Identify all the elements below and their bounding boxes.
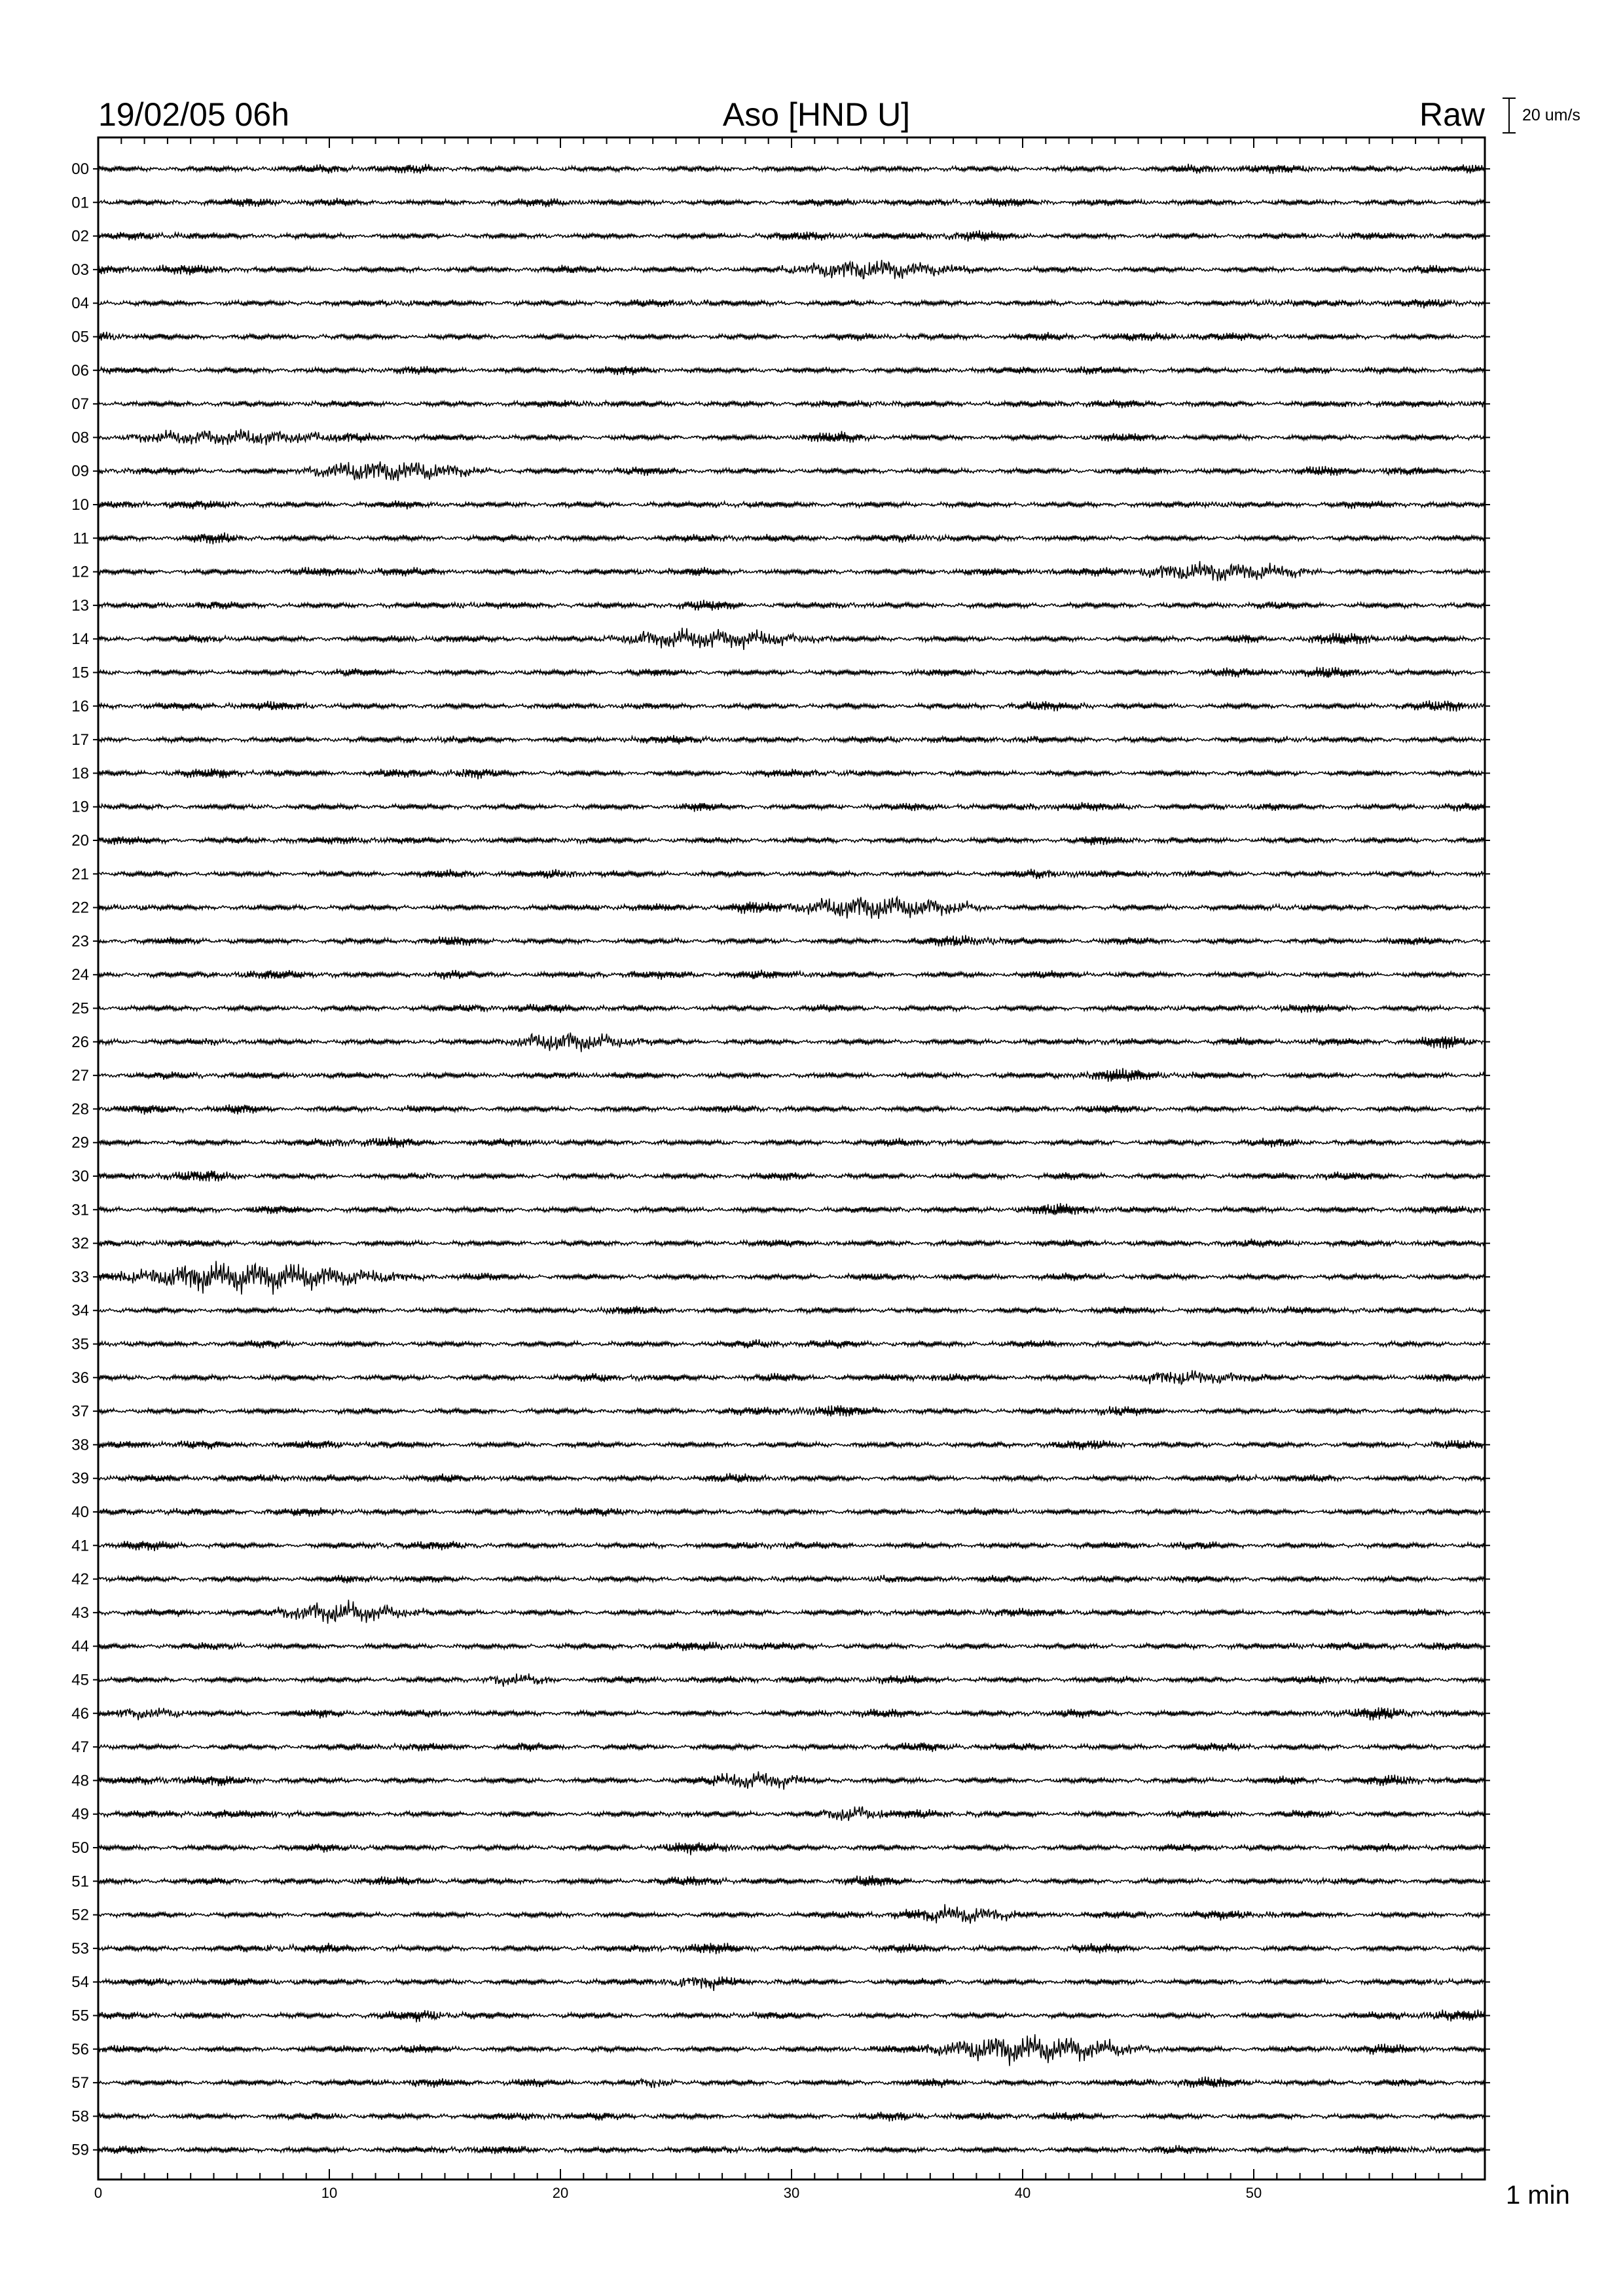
row-label: 32 xyxy=(71,1234,89,1253)
x-tick-label: 50 xyxy=(1245,2185,1262,2201)
row-label: 56 xyxy=(71,2040,89,2058)
row-label: 54 xyxy=(71,1973,89,1992)
trace-row xyxy=(98,1261,1485,1295)
trace-row xyxy=(98,2077,1485,2089)
row-label: 43 xyxy=(71,1604,89,1622)
row-label: 33 xyxy=(71,1268,89,1286)
row-label: 13 xyxy=(71,596,89,615)
trace-row xyxy=(98,399,1485,408)
trace-row xyxy=(98,366,1485,375)
trace-row xyxy=(98,1600,1485,1624)
trace-row xyxy=(98,1339,1485,1348)
row-label: 23 xyxy=(71,932,89,950)
trace-row xyxy=(98,461,1485,481)
tick-marks-path xyxy=(93,137,1490,2179)
row-label: 50 xyxy=(71,1839,89,1857)
trace-row xyxy=(98,1137,1485,1149)
trace-row xyxy=(98,1977,1485,1991)
trace-row xyxy=(98,1708,1485,1721)
row-label: 08 xyxy=(71,429,89,447)
trace-row xyxy=(98,2034,1485,2066)
trace-row xyxy=(98,1306,1485,1314)
trace-row xyxy=(98,600,1485,611)
trace-row xyxy=(98,869,1485,879)
row-label: 07 xyxy=(71,395,89,414)
trace-row xyxy=(98,2145,1485,2155)
row-label: 44 xyxy=(71,1638,89,1656)
row-label: 04 xyxy=(71,295,89,313)
trace-row xyxy=(98,1440,1485,1450)
trace-row xyxy=(98,1904,1485,1924)
row-label: 14 xyxy=(71,630,89,649)
x-tick-label: 20 xyxy=(552,2185,569,2201)
x-tick-label: 40 xyxy=(1014,2185,1031,2201)
trace-row xyxy=(98,836,1485,846)
trace-row xyxy=(98,1473,1485,1483)
datetime-label: 19/02/05 06h xyxy=(98,96,289,133)
trace-row xyxy=(98,1507,1485,1516)
x-tick-label: 30 xyxy=(783,2185,800,2201)
row-label: 01 xyxy=(71,194,89,212)
row-label: 59 xyxy=(71,2141,89,2159)
row-label: 09 xyxy=(71,462,89,480)
row-label: 20 xyxy=(71,832,89,850)
trace-row xyxy=(98,1943,1485,1954)
row-label: 02 xyxy=(71,227,89,245)
row-label: 15 xyxy=(71,664,89,682)
trace-row xyxy=(98,1541,1485,1551)
row-label: 19 xyxy=(71,798,89,816)
trace-row xyxy=(98,1405,1485,1416)
trace-row xyxy=(98,1004,1485,1013)
row-label: 39 xyxy=(71,1469,89,1488)
trace-row xyxy=(98,1875,1485,1886)
trace-row xyxy=(98,1772,1485,1790)
trace-row xyxy=(98,1575,1485,1583)
row-label: 16 xyxy=(71,697,89,715)
row-label: 27 xyxy=(71,1067,89,1085)
row-label: 28 xyxy=(71,1100,89,1119)
plot-frame xyxy=(98,137,1485,2179)
row-label: 06 xyxy=(71,361,89,380)
trace-row xyxy=(98,198,1485,207)
row-label: 46 xyxy=(71,1704,89,1723)
seismic-traces xyxy=(98,164,1485,2155)
row-label: 03 xyxy=(71,260,89,279)
row-label: 48 xyxy=(71,1772,89,1790)
row-label: 21 xyxy=(71,865,89,884)
trace-row xyxy=(98,532,1485,544)
row-label: 45 xyxy=(71,1671,89,1689)
trace-row xyxy=(98,1742,1485,1751)
trace-row xyxy=(98,628,1485,650)
row-label: 26 xyxy=(71,1033,89,1051)
mode-label: Raw xyxy=(1419,96,1485,133)
trace-row xyxy=(98,561,1485,581)
row-label: 37 xyxy=(71,1403,89,1421)
row-label: 00 xyxy=(71,160,89,178)
trace-row xyxy=(98,429,1485,445)
trace-row xyxy=(98,735,1485,744)
tick-marks xyxy=(93,137,1490,2179)
trace-row xyxy=(98,1641,1485,1651)
trace-row xyxy=(98,768,1485,780)
row-label: 51 xyxy=(71,1873,89,1891)
trace-row xyxy=(98,700,1485,711)
trace-row xyxy=(98,667,1485,678)
trace-row xyxy=(98,1238,1485,1247)
trace-row xyxy=(98,1170,1485,1181)
row-label: 10 xyxy=(71,496,89,514)
row-label: 18 xyxy=(71,764,89,783)
row-label: 42 xyxy=(71,1570,89,1588)
trace-row xyxy=(98,260,1485,279)
row-label: 24 xyxy=(71,966,89,984)
trace-row xyxy=(98,1104,1485,1115)
trace-row xyxy=(98,1370,1485,1384)
trace-row xyxy=(98,1842,1485,1856)
trace-row xyxy=(98,897,1485,919)
trace-row xyxy=(98,2009,1485,2022)
row-label: 58 xyxy=(71,2108,89,2126)
row-label: 55 xyxy=(71,2007,89,2025)
row-label: 11 xyxy=(73,529,89,548)
x-axis-label: 1 min xyxy=(1506,2181,1570,2210)
row-labels xyxy=(71,160,89,2159)
trace-row xyxy=(98,935,1485,947)
row-label: 34 xyxy=(71,1302,89,1320)
row-label: 49 xyxy=(71,1805,89,1823)
x-tick-label: 10 xyxy=(321,2185,338,2201)
row-label: 05 xyxy=(71,328,89,346)
trace-row xyxy=(98,970,1485,980)
row-label: 41 xyxy=(71,1537,89,1555)
scale-bar xyxy=(1503,98,1580,133)
row-label: 53 xyxy=(71,1939,89,1958)
row-label: 38 xyxy=(71,1436,89,1454)
row-label: 25 xyxy=(71,999,89,1018)
row-label: 52 xyxy=(71,1906,89,1924)
row-label: 17 xyxy=(71,731,89,749)
trace-row xyxy=(98,164,1485,174)
trace-row xyxy=(98,1033,1485,1052)
row-label: 35 xyxy=(71,1335,89,1354)
row-label: 22 xyxy=(71,899,89,917)
x-tick-labels xyxy=(94,2185,1262,2201)
trace-row xyxy=(98,1068,1485,1082)
trace-row xyxy=(98,1203,1485,1215)
trace-row xyxy=(98,2111,1485,2121)
row-label: 57 xyxy=(71,2074,89,2092)
trace-row xyxy=(98,501,1485,510)
station-title: Aso [HND U] xyxy=(722,96,911,133)
trace-row xyxy=(98,299,1485,308)
row-label: 31 xyxy=(71,1201,89,1219)
row-label: 12 xyxy=(71,563,89,581)
row-label: 30 xyxy=(71,1168,89,1185)
trace-row xyxy=(98,230,1485,242)
row-label: 40 xyxy=(71,1503,89,1521)
row-label: 29 xyxy=(71,1134,89,1152)
scale-bar-label: 20 um/s xyxy=(1522,106,1580,124)
row-label: 36 xyxy=(71,1369,89,1387)
trace-row xyxy=(98,332,1485,342)
trace-row xyxy=(98,1806,1485,1821)
trace-row xyxy=(98,1674,1485,1687)
trace-row xyxy=(98,802,1485,812)
x-tick-label: 0 xyxy=(94,2185,103,2201)
row-label: 47 xyxy=(71,1738,89,1757)
